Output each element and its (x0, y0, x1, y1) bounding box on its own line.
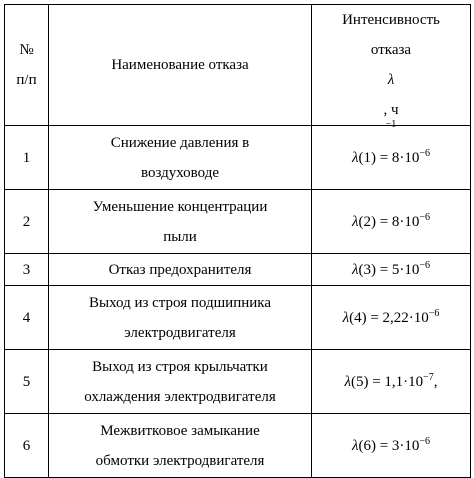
lambda-symbol: λ (351, 437, 359, 454)
rate-value: (4) = 2,22·10 (349, 309, 429, 326)
failure-rate-table (4, 4, 471, 478)
table-row (5, 414, 471, 478)
lambda-symbol: λ (387, 72, 395, 88)
lambda-symbol: λ (351, 261, 359, 278)
table-row (5, 350, 471, 414)
lambda-symbol: λ (344, 373, 351, 390)
row-failure-rate (312, 126, 471, 190)
rate-value: (2) = 8·10 (358, 213, 420, 230)
row-number: 3 (5, 254, 49, 286)
row-failure-rate (312, 286, 471, 350)
row-failure-rate (312, 414, 471, 478)
row-number: 2 (5, 190, 49, 254)
failure-name-line: Снижение давления в (110, 134, 250, 151)
lambda-symbol: λ (342, 309, 350, 326)
rate-exponent: −6 (419, 259, 431, 271)
failure-name-line: Выход из строя крыльчатки (92, 358, 268, 375)
row-failure-name (49, 414, 312, 478)
row-number: 5 (5, 350, 49, 414)
row-number: 4 (5, 286, 49, 350)
header-rate-unit: λ , ч −1 (316, 65, 466, 125)
row-failure-name (49, 126, 312, 190)
row-failure-rate (312, 190, 471, 254)
header-number-line: № (19, 42, 34, 58)
rate-tail: , (433, 373, 438, 390)
row-number: 1 (5, 126, 49, 190)
table-header-row (5, 5, 471, 126)
failure-name-line: Межвитковое замыкание (100, 422, 260, 439)
failure-name-line: электродвигателя (124, 324, 236, 341)
header-number (5, 5, 49, 126)
header-rate-line: Интенсивность (342, 12, 440, 28)
failure-name-line: Выход из строя подшипника (88, 294, 272, 311)
failure-name-line: пыли (163, 228, 197, 245)
failure-name-line: воздуховоде (140, 164, 220, 181)
failure-name-line: обмотки электродвигателя (95, 452, 265, 469)
table-row (5, 254, 471, 286)
rate-exponent: −7 (423, 371, 434, 383)
failure-name-line: охлаждения электродвигателя (84, 388, 276, 405)
row-failure-name (49, 254, 312, 286)
row-failure-rate (312, 254, 471, 286)
table-row (5, 286, 471, 350)
rate-value: (1) = 8·10 (358, 149, 420, 166)
row-failure-name (49, 286, 312, 350)
rate-value: (5) = 1,1·10 (350, 373, 424, 390)
rate-exponent: −6 (419, 147, 431, 159)
unit-text: , ч (383, 102, 399, 118)
header-rate-line: отказа (370, 42, 412, 58)
table-row (5, 190, 471, 254)
rate-exponent: −6 (419, 211, 431, 223)
table-row (5, 126, 471, 190)
lambda-symbol: λ (351, 149, 359, 166)
header-failure-name: Наименование отказа (49, 5, 312, 126)
failure-name-line: Уменьшение концентрации (92, 198, 268, 215)
rate-exponent: −6 (428, 307, 440, 319)
row-number: 6 (5, 414, 49, 478)
rate-exponent: −6 (419, 435, 431, 447)
header-number-line: п/п (16, 72, 37, 88)
lambda-symbol: λ (351, 213, 359, 230)
header-failure-rate (312, 5, 471, 130)
failure-name-line: Отказ предохранителя (108, 261, 252, 278)
rate-value: (3) = 5·10 (358, 261, 420, 278)
row-failure-rate (312, 350, 471, 414)
rate-value: (6) = 3·10 (358, 437, 420, 454)
row-failure-name (49, 190, 312, 254)
row-failure-name (49, 350, 312, 414)
